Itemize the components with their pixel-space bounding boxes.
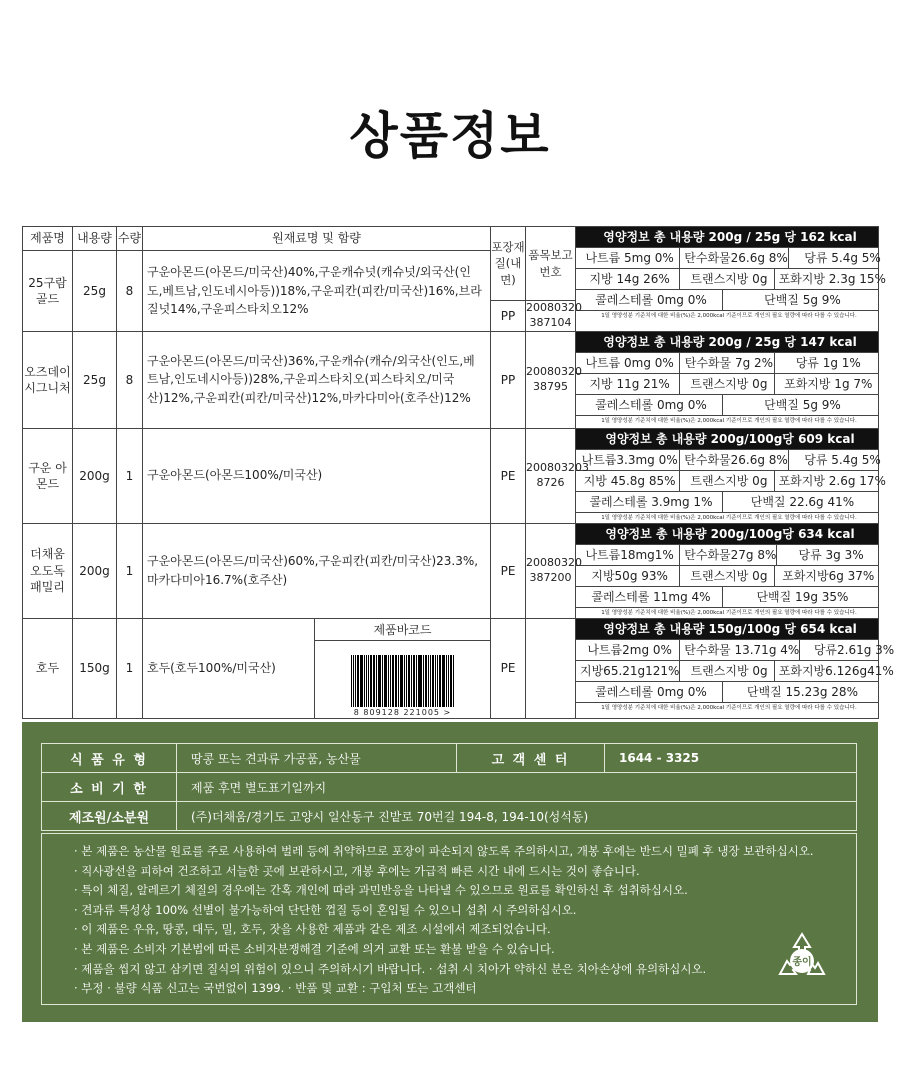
nutrition-footnote: 1일 영양성분 기준치에 대한 비율(%)은 2,000kcal 기준이므로 개인의 필요 열량에 따라 다를 수 있습니다. (576, 415, 878, 426)
barcode-bar (373, 655, 375, 707)
product-name: 25구람 골드 (23, 251, 73, 332)
note-line: · 본 제품은 소비자 기본법에 따른 소비자분쟁해결 기준에 의거 교환 또는 환불 받을 수 있습니다. (74, 941, 555, 956)
nutrition-value: 콜레스테롤 11mg 4% (591, 589, 711, 604)
nutrition-row (576, 639, 895, 660)
product-packaging: PE (491, 618, 526, 719)
nutrition-footnote: 1일 영양성분 기준치에 대한 비율(%)은 2,000kcal 기준이므로 개인의 필요 열량에 따라 다를 수 있습니다. (576, 702, 878, 713)
nutrition-value: 당류 3g 3% (776, 545, 880, 565)
nutrition-value: 단백질 19g 35% (722, 587, 878, 607)
product-name: 오즈데이 시그니처 (23, 331, 73, 428)
nutrition-box-0 (576, 227, 886, 332)
product-volume: 25g (73, 251, 117, 332)
nutrition-row (576, 268, 886, 289)
barcode-bar (406, 655, 407, 707)
nutrition-row (576, 491, 878, 512)
product-packaging: PP (491, 331, 526, 428)
barcode-bar (439, 655, 441, 707)
note-line: · 특이 체질, 알레르기 체질의 경우에는 간혹 개인에 따라 과민반응을 나타낼 수 있으므로 원료를 확인하신 후 섭취하십시오. (74, 883, 688, 898)
barcode-bar (408, 655, 410, 707)
note-line: · 제품을 씹지 않고 삼키면 질식의 위험이 있으니 주의하시기 바랍니다. · 섭취 시 치아가 약하신 분은 치아손상에 유의하십시오. (74, 961, 707, 976)
nutrition-value: 지방 11g 21% (589, 376, 670, 391)
barcode-bar (416, 655, 417, 707)
food-type-label: 식 품 유 형 (42, 744, 177, 773)
barcode-bar (395, 655, 397, 707)
barcode-bar (419, 655, 422, 707)
nutrition-footnote: 1일 영양성분 기준치에 대한 비율(%)은 2,000kcal 기준이므로 개인의 필요 열량에 따라 다를 수 있습니다. (576, 310, 878, 321)
nutrition-row (576, 565, 878, 586)
food-type-value: 땅콩 또는 견과류 가공품, 농산물 (177, 744, 457, 773)
product-report-no: 20080320 387200 (526, 523, 576, 618)
product-qty: 1 (117, 428, 143, 523)
nutrition-value: 탄수화물27g 8% (679, 545, 776, 565)
product-volume: 25g (73, 331, 117, 428)
nutrition-value: 당류2.61g 3% (799, 640, 903, 660)
nutrition-row (576, 586, 878, 607)
nutrition-value: 탄수화물 13.71g 4% (679, 640, 799, 660)
product-ingredients: 구운아몬드(아몬드/미국산)60%,구운피칸(피칸/미국산)23.3%,마카다미아16.7%(호주산) (143, 523, 491, 618)
nutrition-value: 탄수화물26.6g 8% (679, 450, 788, 470)
nutrition-value: 나트륨 0mg 0% (585, 355, 674, 370)
barcode-bar (411, 655, 412, 707)
nutrition-row (576, 352, 878, 373)
barcode-bar (404, 655, 405, 707)
nutrition-box-3 (576, 523, 879, 618)
nutrition-value: 탄수화물26.6g 8% (679, 248, 788, 268)
product-packaging: PE (491, 428, 526, 523)
barcode-bar (390, 655, 391, 707)
customer-center-value: 1644 - 3325 (605, 744, 857, 773)
product-volume: 150g (73, 618, 117, 719)
product-name: 구운 아몬드 (23, 428, 73, 523)
barcode-bar (400, 655, 403, 707)
info-panel (22, 722, 878, 1022)
product-packaging: PP (491, 301, 526, 332)
barcode-bar (428, 655, 429, 707)
expiry-label: 소 비 기 한 (42, 773, 177, 802)
barcode-bar (351, 655, 353, 707)
nutrition-row (576, 660, 894, 681)
barcode-bar (384, 655, 385, 707)
barcode-image (351, 647, 455, 707)
table-row (23, 523, 879, 618)
header-name: 제품명 (23, 227, 73, 251)
barcode-bar (398, 655, 399, 707)
nutrition-box-4 (576, 618, 895, 719)
nutrition-value: 콜레스테롤 0mg 0% (595, 397, 707, 412)
barcode-bar (353, 655, 354, 707)
nutrition-box-1 (576, 331, 879, 428)
header-ingredients: 원재료명 및 함량 (143, 227, 491, 251)
barcode-bar (355, 655, 356, 707)
nutrition-value: 트랜스지방 0g (679, 374, 773, 394)
barcode-title: 제품바코드 (315, 619, 490, 641)
manufacturer-label: 제조원/소분원 (42, 802, 177, 831)
product-volume: 200g (73, 523, 117, 618)
barcode-bar (413, 655, 415, 707)
nutrition-value: 단백질 5g 9% (722, 395, 878, 415)
caution-notes (41, 833, 857, 1005)
product-qty: 1 (117, 523, 143, 618)
product-qty: 8 (117, 251, 143, 332)
nutrition-value: 당류 5.4g 5% (788, 450, 892, 470)
product-report-no: 20080320 387104 (526, 301, 576, 332)
nutrition-row (576, 247, 881, 268)
nutrition-value: 지방 14g 26% (589, 272, 670, 286)
nutrition-footnote: 1일 영양성분 기준치에 대한 비율(%)은 2,000kcal 기준이므로 개인의 필요 열량에 따라 다를 수 있습니다. (576, 512, 878, 523)
nutrition-value: 단백질 15.23g 28% (722, 682, 878, 702)
nutrition-value: 당류 5.4g 5% (788, 248, 892, 268)
barcode-number: 8 809128 221005 > (353, 707, 452, 717)
product-ingredients: 구운아몬드(아몬드/미국산)40%,구운캐슈넛(캐슈넛/외국산(인도,베트남,인도네시아등))18%,구운피칸(피칸/미국산)16%,브라질넛14%,구운피스타치오12% (143, 251, 491, 332)
product-qty: 1 (117, 618, 143, 719)
nutrition-row (576, 449, 881, 470)
nutrition-value: 트랜스지방 0g (679, 471, 773, 491)
barcode-bar (368, 655, 369, 707)
nutrition-value: 단백질 22.6g 41% (722, 492, 878, 512)
header-report-no: 품목보고번호 (526, 227, 576, 301)
barcode-bar (450, 655, 452, 707)
nutrition-value: 트랜스지방 0g (679, 661, 773, 681)
nutrition-value: 콜레스테롤 0mg 0% (595, 293, 707, 307)
barcode-bar (376, 655, 377, 707)
barcode-bar (385, 655, 387, 707)
note-line: · 이 제품은 우유, 땅콩, 대두, 밀, 호두, 잣을 사용한 제품과 같은 제조 시설에서 제조되었습니다. (74, 922, 551, 937)
nutrition-value: 콜레스테롤 3.9mg 1% (589, 494, 713, 509)
nutrition-row (576, 289, 878, 310)
product-report-no: 200803203 8726 (526, 428, 576, 523)
nutrition-header: 영양정보 총 내용량 200g / 25g 당 162 kcal (576, 227, 878, 247)
nutrition-header: 영양정보 총 내용량 200g / 25g 당 147 kcal (576, 332, 878, 352)
table-row (23, 331, 879, 428)
barcode-bar (442, 655, 445, 707)
barcode-bar (425, 655, 427, 707)
expiry-value: 제품 후면 별도표기일까지 (177, 773, 857, 802)
nutrition-value: 나트륨18mg1% (585, 547, 674, 562)
product-volume: 200g (73, 428, 117, 523)
nutrition-box-2 (576, 428, 886, 523)
barcode-bar (378, 655, 381, 707)
barcode-cell (315, 618, 491, 719)
page-title: 상품정보 (349, 107, 551, 165)
product-packaging: PE (491, 523, 526, 618)
barcode-bar (360, 655, 363, 707)
nutrition-row (576, 373, 878, 394)
product-name: 더채움 오도독 패밀리 (23, 523, 73, 618)
nutrition-value: 지방 45.8g 85% (583, 473, 676, 488)
nutrition-value: 단백질 5g 9% (722, 290, 878, 310)
manufacturer-value: (주)더채움/경기도 고양시 일산동구 진밭로 70번길 194-8, 194-10(성석동) (177, 802, 857, 831)
barcode-bar (370, 655, 372, 707)
header-packaging: 포장재질(내면) (491, 227, 526, 301)
nutrition-value: 포화지방 2.3g 15% (774, 269, 886, 289)
nutrition-header: 영양정보 총 내용량 150g/100g 당 654 kcal (576, 619, 878, 639)
barcode-bar (392, 655, 394, 707)
barcode-bar (382, 655, 383, 707)
nutrition-value: 콜레스테롤 0mg 0% (595, 684, 707, 699)
barcode-bar (364, 655, 365, 707)
barcode-bar (388, 655, 389, 707)
product-name: 호두 (23, 618, 73, 719)
customer-center-label: 고 객 센 터 (457, 744, 605, 773)
nutrition-value: 나트륨 5mg 0% (585, 251, 674, 265)
nutrition-value: 트랜스지방 0g (679, 269, 773, 289)
info-table (41, 743, 857, 831)
note-line: · 본 제품은 농산물 원료를 주로 사용하여 벌레 등에 취약하므로 포장이 파손되지 않도록 주의하시고, 개봉 후에는 반드시 밀폐 후 냉장 보관하십시오. (74, 844, 814, 858)
product-ingredients: 구운아몬드(아몬드100%/미국산) (143, 428, 491, 523)
nutrition-value: 나트륨3.3mg 0% (581, 452, 678, 467)
nutrition-row (576, 544, 878, 565)
nutrition-value: 당류 1g 1% (774, 353, 878, 373)
product-report-no (526, 618, 576, 719)
barcode-bar (437, 655, 438, 707)
note-line: · 직사광선을 피하여 건조하고 서늘한 곳에 보관하시고, 개봉 후에는 가급적 빠른 시간 내에 드시는 것이 좋습니다. (74, 863, 640, 878)
nutrition-footnote: 1일 영양성분 기준치에 대한 비율(%)은 2,000kcal 기준이므로 개인의 필요 열량에 따라 다를 수 있습니다. (576, 607, 878, 618)
barcode-bar (448, 655, 449, 707)
nutrition-value: 포화지방 1g 7% (774, 374, 878, 394)
table-header-row (23, 227, 879, 251)
nutrition-value: 지방50g 93% (591, 568, 668, 583)
nutrition-value: 지방65.21g121% (580, 663, 680, 678)
nutrition-header: 영양정보 총 내용량 200g/100g당 609 kcal (576, 429, 878, 449)
barcode-bar (423, 655, 424, 707)
nutrition-header: 영양정보 총 내용량 200g/100g당 634 kcal (576, 524, 878, 544)
nutrition-row (576, 681, 878, 702)
product-info-table (22, 226, 895, 719)
note-line: · 부정 · 불량 식품 신고는 국번없이 1399. · 반품 및 교환 : 구입처 또는 고객센터 (74, 981, 477, 996)
table-row (23, 618, 879, 719)
nutrition-value: 트랜스지방 0g (679, 566, 773, 586)
barcode-bar (435, 655, 436, 707)
nutrition-value: 포화지방6g 37% (774, 566, 878, 586)
note-line: · 견과류 특성상 100% 선별이 불가능하여 단단한 껍질 등이 혼입될 수 있으니 섭취 시 주의하십시오. (74, 902, 577, 917)
barcode-bar (446, 655, 447, 707)
nutrition-value: 포화지방6.126g41% (774, 661, 894, 681)
paper-recycle-icon (774, 930, 830, 986)
barcode-bar (430, 655, 431, 707)
product-report-no: 20080320 38795 (526, 331, 576, 428)
barcode-bar (366, 655, 367, 707)
header-qty: 수량 (117, 227, 143, 251)
recycle-label: 종이 (792, 957, 812, 968)
nutrition-row (576, 470, 886, 491)
barcode-bar (432, 655, 434, 707)
nutrition-row (576, 394, 878, 415)
nutrition-value: 나트륨2mg 0% (587, 642, 672, 657)
barcode-bar (453, 655, 454, 707)
product-qty: 8 (117, 331, 143, 428)
product-ingredients: 호두(호두100%/미국산) (143, 618, 315, 719)
barcode-bar (418, 655, 419, 707)
header-volume: 내용량 (73, 227, 117, 251)
barcode-bar (357, 655, 359, 707)
nutrition-value: 포화지방 2.6g 17% (774, 471, 886, 491)
nutrition-value: 탄수화물 7g 2% (679, 353, 773, 373)
table-row (23, 428, 879, 523)
product-ingredients: 구운아몬드(아몬드/미국산)36%,구운캐슈(캐슈/외국산(인도,베트남,인도네시아등))28%,구운피스타치오(피스타치오/미국산)12%,구운피칸(피칸/미국산)12%,마카다미아(호주산)12% (143, 331, 491, 428)
